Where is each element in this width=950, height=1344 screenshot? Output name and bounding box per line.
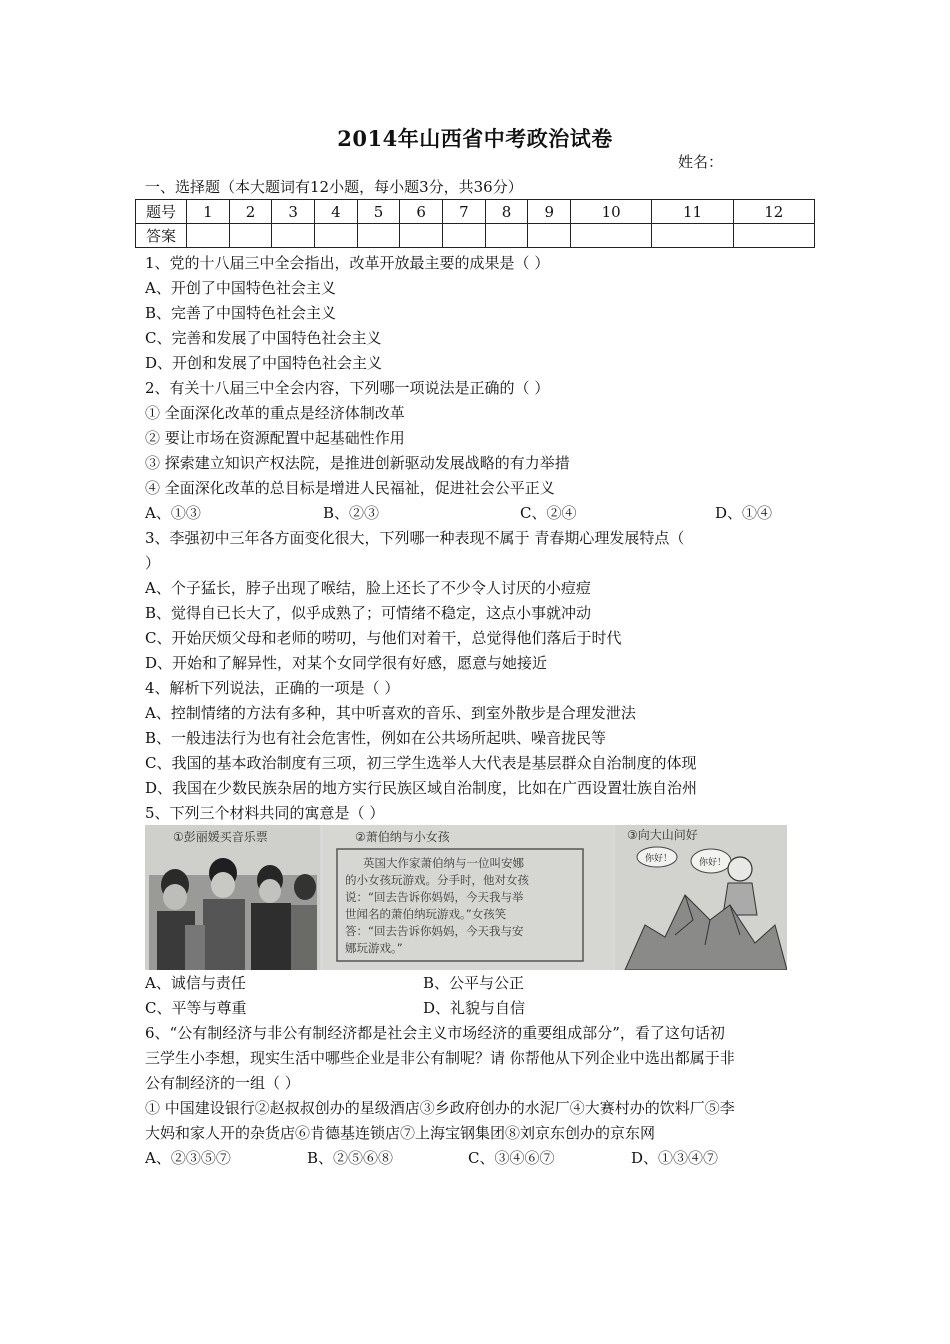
q4-stem: 4、解析下列说法，正确的一项是（ ） (145, 679, 400, 697)
question-number-cell: 5 (357, 200, 400, 224)
q1-option-d: D、开创和发展了中国特色社会主义 (145, 354, 383, 372)
q4-option-d: D、我国在少数民族杂居的地方实行民族区域自治制度，比如在广西设置壮族自治州 (145, 779, 698, 797)
answer-table-answer-row (136, 224, 815, 248)
question-number-cell: 4 (315, 200, 358, 224)
story-line: 说：“回去告诉你妈妈，今天我与举 (345, 890, 524, 904)
answer-cell[interactable] (528, 224, 571, 248)
q2-stem: 2、有关十八届三中全会内容，下列哪一项说法是正确的（ ） (145, 379, 550, 397)
q2-item-4: ④ 全面深化改革的总目标是增进人民福祉，促进社会公平正义 (145, 479, 555, 497)
q3-option-d: D、开始和了解异性，对某个女同学很有好感，愿意与她接近 (145, 654, 548, 672)
q4-option-c: C、我国的基本政治制度有三项，初三学生选举人大代表是基层群众自治制度的体现 (145, 754, 697, 772)
answer-table (135, 199, 815, 248)
q3-option-c: C、开始厌烦父母和老师的唠叨，与他们对着干，总觉得他们落后于时代 (145, 629, 622, 647)
q1-option-c: C、完善和发展了中国特色社会主义 (145, 329, 382, 347)
exam-title: 2014年山西省中考政治试卷 (337, 126, 613, 151)
answer-cell[interactable] (229, 224, 272, 248)
question-number-cell: 12 (733, 200, 814, 224)
question-number-cell: 9 (528, 200, 571, 224)
story-line: 英国大作家萧伯纳与一位叫安娜 (363, 856, 524, 870)
question-number-cell: 6 (400, 200, 443, 224)
answer-cell[interactable] (400, 224, 443, 248)
q5-option-d: D、礼貌与自信 (423, 999, 526, 1017)
answer-table-number-row (136, 200, 815, 224)
q4-option-b: B、一般违法行为也有社会危害性，例如在公共场所起哄、噪音拢民等 (145, 729, 607, 747)
q5-stem: 5、下列三个材料共同的寓意是（ ） (145, 804, 385, 822)
q3-option-b: B、觉得自已长大了，似乎成熟了；可情绪不稳定，这点小事就冲动 (145, 604, 592, 622)
question-number-cell: 3 (272, 200, 315, 224)
answer-cell[interactable] (315, 224, 358, 248)
q4-option-a: A、控制情绪的方法有多种，其中听喜欢的音乐、到室外散步是合理发泄法 (145, 704, 636, 722)
q6-options (145, 1146, 813, 1171)
q3-stem-line2: ） (145, 554, 161, 572)
q6-option-b: B、②⑤⑥⑧ (307, 1149, 394, 1167)
q6-stem-line3: 公有制经济的一组（ ） (145, 1074, 300, 1092)
q6-items-line1: ① 中国建设银行②赵叔叔创办的星级酒店③乡政府创办的水泥厂④大赛村办的饮料厂⑤李 (145, 1099, 735, 1117)
q1-stem: 1、党的十八届三中全会指出，改革开放最主要的成果是（ ） (145, 254, 550, 272)
q6-stem-line1: 6、“公有制经济与非公有制经济都是社会主义市场经济的重要组成部分”，看了这句话初 (145, 1024, 725, 1042)
answer-cell[interactable] (272, 224, 315, 248)
question-number-cell: 8 (485, 200, 528, 224)
q2-options (145, 501, 813, 526)
story-line: 的小女孩玩游戏。分手时，他对女孩 (345, 873, 529, 887)
q5-option-c: C、平等与尊重 (145, 999, 247, 1017)
q6-option-a: A、②③⑤⑦ (145, 1149, 231, 1167)
q5-options-row2 (145, 996, 813, 1021)
q1-option-a: A、开创了中国特色社会主义 (145, 279, 336, 297)
questions-1-5 (145, 251, 813, 826)
question-number-cell: 1 (187, 200, 230, 224)
question-number-cell: 7 (443, 200, 486, 224)
q2-item-2: ② 要让市场在资源配置中起基础性作用 (145, 429, 405, 447)
q2-option-b: B、②③ (323, 504, 380, 522)
q2-item-1: ① 全面深化改革的重点是经济体制改革 (145, 404, 405, 422)
q6-stem-line2: 三学生小李想，现实生活中哪些企业是非公有制呢？请 你帮他从下列企业中选出都属于非 (145, 1049, 735, 1067)
q2-option-c: C、②④ (520, 504, 577, 522)
q2-item-3: ③ 探索建立知识产权法院，是推进创新驱动发展战略的有力举措 (145, 454, 570, 472)
answer-cell[interactable] (571, 224, 652, 248)
story-line: 答：“回去告诉你妈妈，今天我与安 (345, 924, 524, 938)
q5-option-b: B、公平与公正 (423, 974, 525, 992)
photo-caption: ①彭丽媛买音乐票 (173, 830, 268, 844)
name-label: 姓名： (678, 153, 724, 171)
question-number-cell: 2 (229, 200, 272, 224)
q5-option-a: A、诚信与责任 (145, 974, 246, 992)
answer-cell[interactable] (652, 224, 733, 248)
q6-items-line2: 大妈和家人开的杂货店⑥肯德基连锁店⑦上海宝钢集团⑧刘京东创办的京东网 (145, 1124, 656, 1142)
answer-cell[interactable] (357, 224, 400, 248)
question-number-cell: 10 (571, 200, 652, 224)
speech-bubble-1: 你好！ (645, 854, 673, 864)
q3-stem-line1: 3、李强初中三年各方面变化很大，下列哪一种表现不属于 青春期心理发展特点（ (145, 529, 685, 547)
q5-material-figure (145, 825, 787, 970)
cartoon-caption: ③向大山问好 (627, 828, 698, 842)
questions-5-options-and-6 (145, 971, 813, 1171)
answer-cell[interactable] (187, 224, 230, 248)
speech-bubble-2: 你好！ (699, 858, 727, 868)
story-line: 娜玩游戏。” (345, 941, 403, 955)
q5-options-row1 (145, 971, 813, 996)
answer-cell[interactable] (733, 224, 814, 248)
answer-cell[interactable] (443, 224, 486, 248)
answer-cell[interactable] (485, 224, 528, 248)
answer-table-number-label: 题号 (136, 200, 187, 224)
q5-material-illustration (145, 825, 787, 970)
q6-option-c: C、③④⑥⑦ (468, 1149, 555, 1167)
story-title: ②萧伯纳与小女孩 (355, 830, 450, 844)
question-number-cell: 11 (652, 200, 733, 224)
story-line: 世闻名的萧伯纳玩游戏。”女孩笑 (345, 907, 507, 921)
q6-option-d: D、①③④⑦ (631, 1149, 719, 1167)
q3-option-a: A、个子猛长，脖子出现了喉结，脸上还长了不少令人讨厌的小痘痘 (145, 579, 591, 597)
q2-option-a: A、①③ (145, 504, 201, 522)
answer-table-answer-label: 答案 (136, 224, 187, 248)
q2-option-d: D、①④ (715, 504, 773, 522)
q1-option-b: B、完善了中国特色社会主义 (145, 304, 337, 322)
section-heading: 一、选择题（本大题词有12小题，每小题3分，共36分） (145, 178, 523, 196)
